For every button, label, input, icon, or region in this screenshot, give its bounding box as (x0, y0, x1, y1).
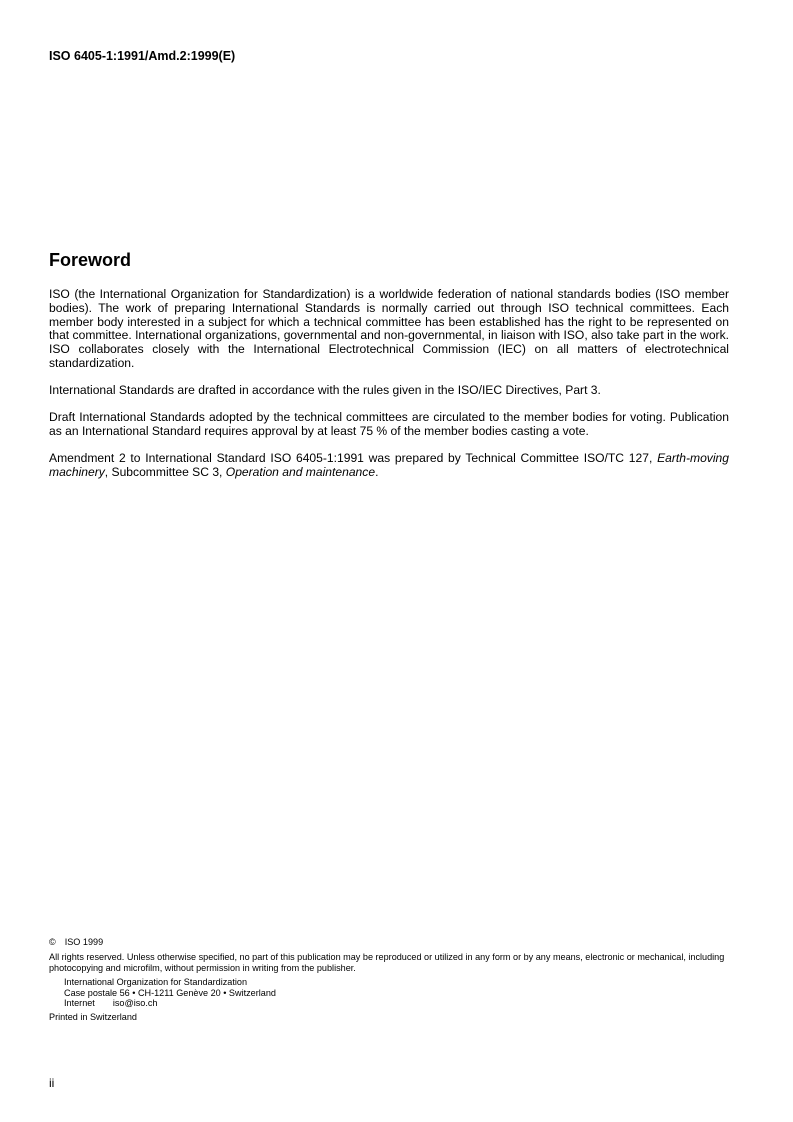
foreword-body (49, 288, 729, 493)
committee-name: Earth-moving machinery (49, 450, 729, 479)
document-identifier: ISO 6405-1:1991/Amd.2:1999(E) (49, 49, 236, 63)
internet-line (49, 998, 739, 1008)
foreword-paragraph-4 (49, 452, 729, 480)
foreword-title: Foreword (49, 250, 132, 270)
paragraph-4-text-c: . (375, 464, 379, 479)
foreword-paragraph-1: ISO (the International Organization for Standardization) is a worldwide federation of national standards bodies (ISO member bodies). The work of preparing International Standards is normally carried out through ISO technical committees. Each member body interested in a subject for which a technical committee has been established has the right to be represented on that committee. International organizations, governmental and non-governmental, in liaison with ISO, also take part in the work. ISO collaborates closely with the International Electrotechnical Commission (IEC) on all matters of electrotechnical standardization. (49, 287, 729, 370)
page-number: ii (49, 1076, 55, 1090)
copyright-block (49, 937, 739, 1023)
internet-email: iso@iso.ch (112, 998, 158, 1009)
foreword-paragraph-2: International Standards are drafted in accordance with the rules given in the ISO/IEC Directives, Part 3. (49, 382, 601, 397)
copyright-notice: ISO 1999 (64, 937, 104, 947)
postal-address: Case postale 56 • CH-1211 Genève 20 • Switzerland (64, 987, 276, 998)
internet-label: Internet (64, 998, 95, 1009)
paragraph-4-text-a: Amendment 2 to International Standard ISO 6405-1:1991 was prepared by Technical Committee ISO/TC 127, (49, 450, 658, 465)
rights-statement: All rights reserved. Unless otherwise specified, no part of this publication may be reproduced or utilized in any form or by any means, electronic or mechanical, including photocopying and microfilm, without permission in writing from the publisher. (49, 952, 725, 973)
paragraph-4-text-b: , Subcommittee SC 3, (104, 464, 226, 479)
copyright-symbol: © (49, 937, 56, 947)
copyright-line (49, 937, 739, 947)
foreword-paragraph-3: Draft International Standards adopted by the technical committees are circulated to the member bodies for voting. Publication as an International Standard requires approval by at least 75 % of the member bodies casting a vote. (49, 409, 729, 438)
organization-name: International Organization for Standardization (64, 977, 247, 988)
printed-in: Printed in Switzerland (49, 1012, 137, 1023)
subcommittee-name: Operation and maintenance (225, 464, 376, 479)
